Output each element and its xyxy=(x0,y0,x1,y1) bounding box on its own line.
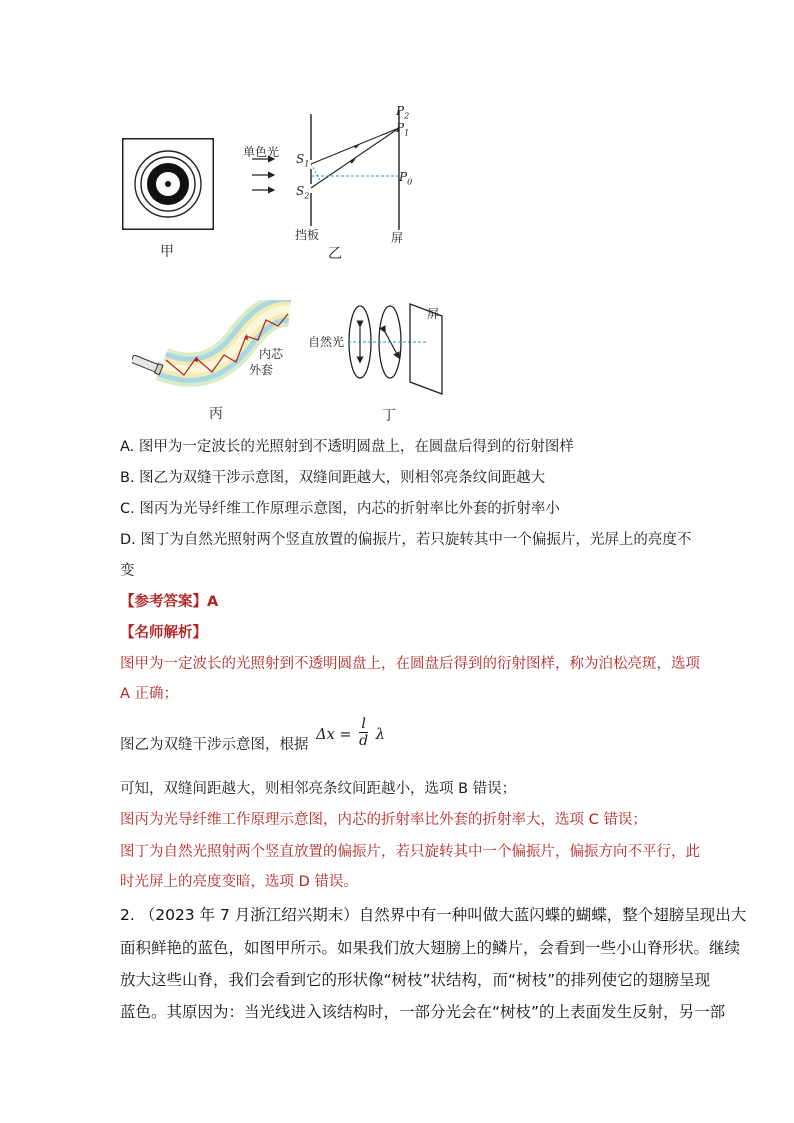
figure-jia-caption: 甲 xyxy=(160,244,174,260)
option-d-line1: D. 图丁为自然光照射两个竖直放置的偏振片，若只旋转其中一个偏振片，光屏上的亮度不 xyxy=(120,532,692,548)
label-monochromatic-light: 单色光 xyxy=(243,145,280,159)
label-baffle: 挡板 xyxy=(295,228,320,242)
label-s1: $S_1$ xyxy=(296,152,310,169)
formula-rhs: λ xyxy=(375,726,385,743)
option-b: B. 图乙为双缝干涉示意图，双缝间距越大，则相邻亮条纹间距越大 xyxy=(120,470,546,486)
figure-ding-caption: 丁 xyxy=(382,408,396,424)
option-d-line2: 变 xyxy=(120,563,135,579)
figure-jia xyxy=(122,138,214,230)
reference-answer xyxy=(120,592,218,612)
label-core: 内芯 xyxy=(259,347,284,361)
formula-lhs: Δx = xyxy=(316,726,352,743)
analysis-p1-line1: 图甲为一定波长的光照射到不透明圆盘上，在圆盘后得到的衍射图样，称为泊松亮斑，选项 xyxy=(120,656,700,672)
label-screen-yi: 屏 xyxy=(391,231,404,245)
figure-yi-caption: 乙 xyxy=(328,246,342,262)
formula-denominator: d xyxy=(359,733,369,749)
formula xyxy=(316,716,385,749)
diffraction-pattern-image xyxy=(122,138,214,230)
option-c: C. 图丙为光导纤维工作原理示意图，内芯的折射率比外套的折射率小 xyxy=(120,501,560,517)
analysis-p1-line2: A 正确； xyxy=(120,686,179,702)
question2-line2: 面积鲜艳的蓝色，如图甲所示。如果我们放大翅膀上的鳞片，会看到一些小山脊形状。继续 xyxy=(120,939,741,957)
question2-line1: 2. （2023 年 7 月浙江绍兴期末）自然界中有一种叫做大蓝闪蝶的蝴蝶，整个翅膀呈现出大 xyxy=(120,906,747,924)
analysis-p2 xyxy=(120,716,385,760)
analysis-label: 【名师解析】 xyxy=(120,625,207,641)
figure-bing-caption: 丙 xyxy=(209,406,223,422)
analysis-p5-line1: 图丁为自然光照射两个竖直放置的偏振片，若只旋转其中一个偏振片，偏振方向不平行，此 xyxy=(120,844,700,860)
analysis-p2-text: 图乙为双缝干涉示意图，根据 xyxy=(120,736,309,753)
option-a: A. 图甲为一定波长的光照射到不透明圆盘上，在圆盘后得到的衍射图样 xyxy=(120,439,574,455)
label-screen-ding: 屏 xyxy=(427,307,440,321)
analysis-p4: 图丙为光导纤维工作原理示意图，内芯的折射率比外套的折射率大，选项 C 错误； xyxy=(120,812,647,828)
label-p1: $P_1$ xyxy=(396,121,410,138)
analysis-p5-line2: 时光屏上的亮度变暗，选项 D 错误。 xyxy=(120,874,358,890)
answer-label: 【参考答案】 xyxy=(120,594,207,610)
label-cladding: 外套 xyxy=(249,363,274,377)
label-p2: $P_2$ xyxy=(396,104,410,121)
formula-numerator: l xyxy=(359,716,368,733)
label-p0: $P_0$ xyxy=(399,170,413,187)
question2-line3: 放大这些山脊，我们会看到它的形状像“树枝”状结构，而“树枝”的排列使它的翅膀呈现 xyxy=(120,971,711,989)
label-s2: $S_2$ xyxy=(296,184,310,201)
analysis-p3: 可知，双缝间距越大，则相邻亮条纹间距越小，选项 B 错误； xyxy=(120,781,517,797)
question2-line4: 蓝色。其原因为：当光线进入该结构时，一部分光会在“树枝”的上表面发生反射，另一部 xyxy=(120,1003,726,1021)
formula-fraction xyxy=(359,716,368,749)
label-natural-light: 自然光 xyxy=(308,335,345,349)
answer-value: A xyxy=(207,594,219,610)
